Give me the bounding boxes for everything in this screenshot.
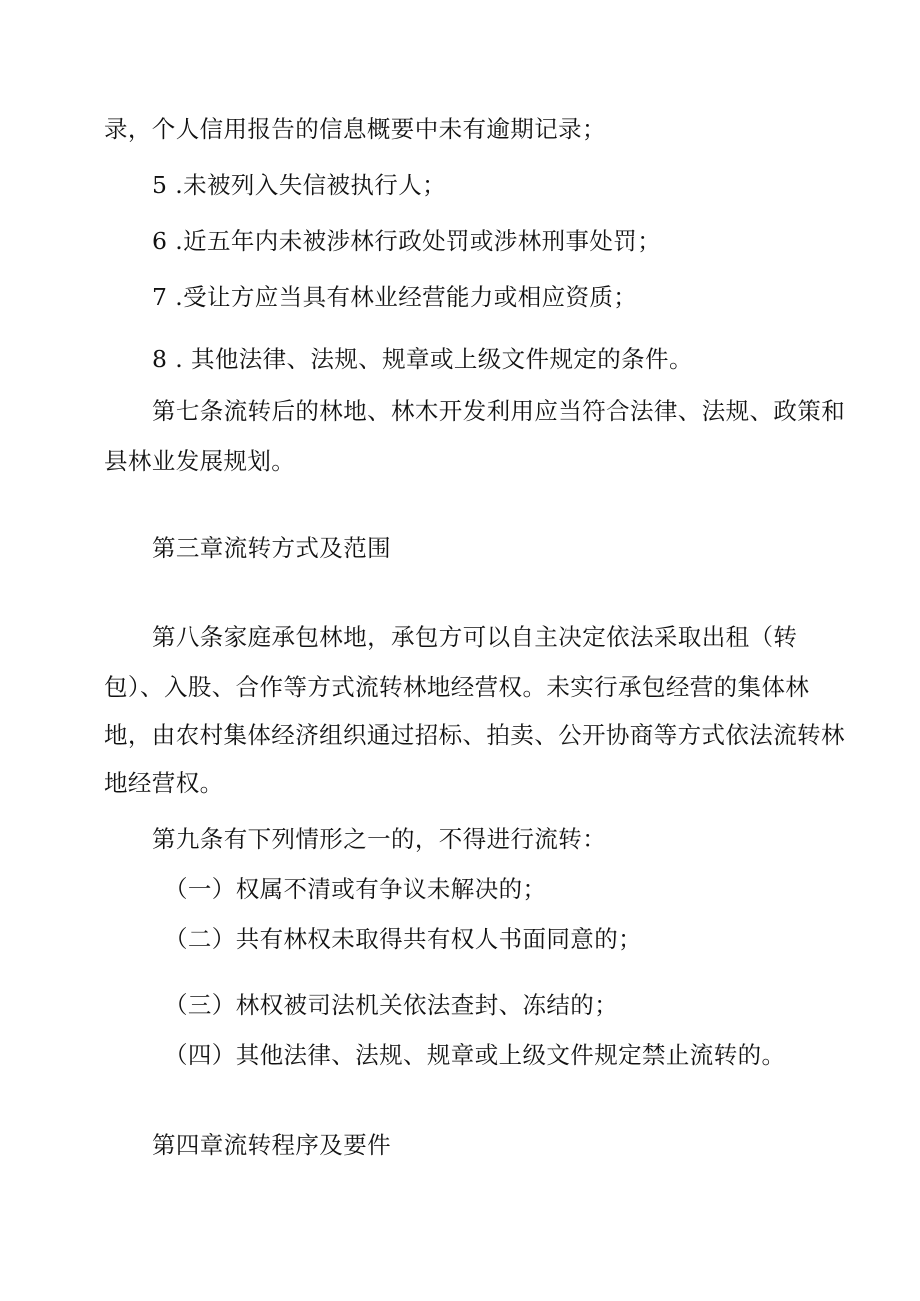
text-line-article-7: 第七条流转后的林地、林木开发利用应当符合法律、法规、政策和 bbox=[152, 397, 846, 425]
list-item-3: （三）林权被司法机关依法查封、冻结的； bbox=[164, 991, 619, 1019]
text-line-item-7: 7 .受让方应当具有林业经营能力或相应资质； bbox=[152, 283, 638, 311]
text-line-article-8: 第八条家庭承包林地，承包方可以自主决定依法采取出租（转 bbox=[152, 623, 798, 651]
list-item-2: （二）共有林权未取得共有权人书面同意的； bbox=[164, 925, 642, 953]
text-line-article-8-cont-3: 地经营权。 bbox=[104, 769, 224, 797]
text-line-article-8-cont-1: 包）、入股、合作等方式流转林地经营权。未实行承包经营的集体林 bbox=[104, 673, 810, 701]
text-line-item-6: 6 .近五年内未被涉林行政处罚或涉林刑事处罚； bbox=[152, 227, 662, 255]
text-line-credit-record: 录，个人信用报告的信息概要中未有逾期记录； bbox=[104, 115, 606, 143]
list-item-4: （四）其他法律、法规、规章或上级文件规定禁止流转的。 bbox=[164, 1041, 786, 1069]
text-line-article-8-cont-2: 地，由农村集体经济组织通过招标、拍卖、公开协商等方式依法流转林 bbox=[104, 721, 845, 749]
text-line-article-9: 第九条有下列情形之一的，不得进行流转： bbox=[152, 825, 607, 853]
text-line-item-8: 8 . 其他法律、法规、规章或上级文件规定的条件。 bbox=[152, 345, 693, 373]
chapter-heading-3: 第三章流转方式及范围 bbox=[152, 534, 391, 562]
text-line-item-5: 5 .未被列入失信被执行人； bbox=[152, 171, 446, 199]
list-item-1: （一）权属不清或有争议未解决的； bbox=[164, 875, 547, 903]
chapter-heading-4: 第四章流转程序及要件 bbox=[152, 1131, 391, 1159]
text-line-article-7-cont: 县林业发展规划。 bbox=[104, 447, 296, 475]
